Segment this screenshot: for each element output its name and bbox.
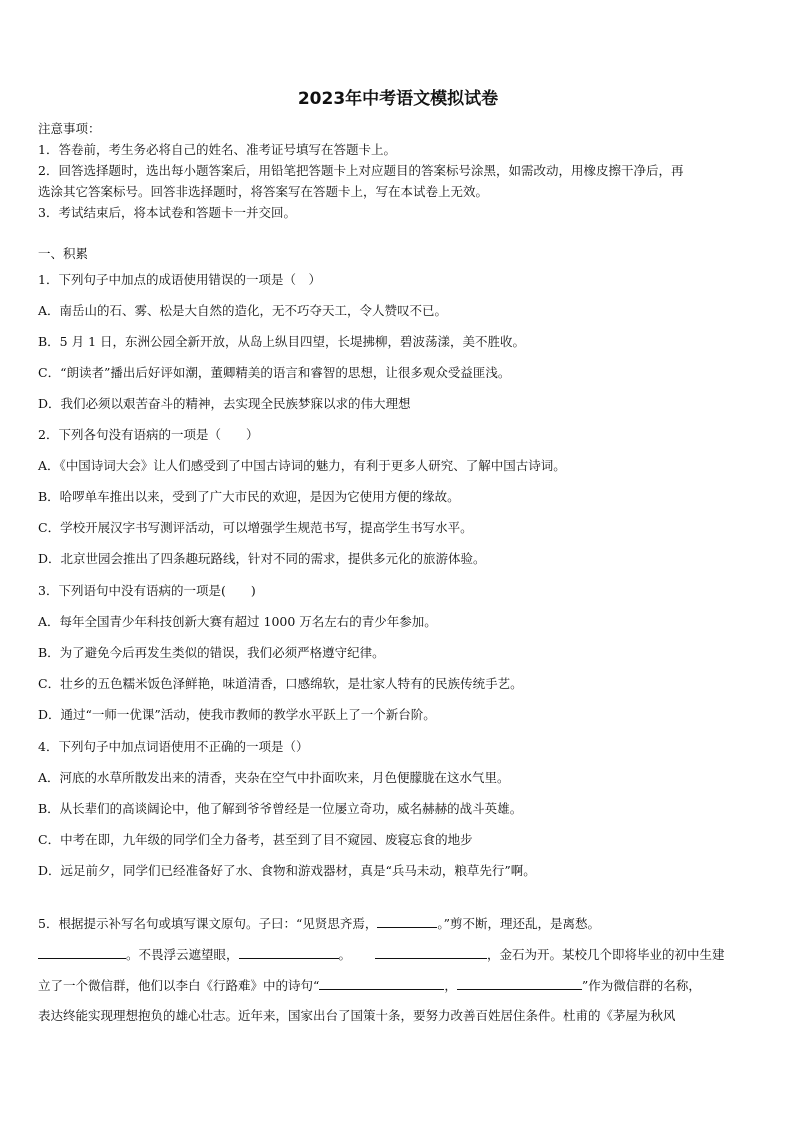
question-option: B．从长辈们的高谈阔论中，他了解到爷爷曾经是一位屡立奇功，威名赫赫的战斗英雄。 xyxy=(38,801,523,816)
question-stem: 3．下列语句中没有语病的一项是( ) xyxy=(38,583,256,598)
question-option: A．南岳山的石、雾、松是大自然的造化，无不巧夺天工，令人赞叹不已。 xyxy=(38,303,448,318)
notice-item: 2．回答选择题时，选出每小题答案后，用铅笔把答题卡上对应题目的答案标号涂黑，如需改动，用橡皮擦干净后，再 xyxy=(38,163,684,178)
question-stem: 1．下列句子中加点的成语使用错误的一项是（ ） xyxy=(38,272,321,287)
question-option: D．北京世园会推出了四条趣玩路线，针对不同的需求，提供多元化的旅游体验。 xyxy=(38,551,486,566)
question-option: D．我们必须以艰苦奋斗的精神，去实现全民族梦寐以求的伟大理想 xyxy=(38,396,411,411)
question-option: A．《中国诗词大会》让人们感受到了中国古诗词的魅力，有利于更多人研究、了解中国古诗词。 xyxy=(38,458,566,473)
question-option: A．河底的水草所散发出来的清香，夹杂在空气中扑面吹来，月色便朦胧在这水气里。 xyxy=(38,770,510,785)
q5-text: ， xyxy=(444,978,457,993)
q5-text: 。不畏浮云遮望眼， xyxy=(126,947,239,962)
question-option: C．壮乡的五色糯米饭色泽鲜艳，味道清香，口感绵软，是壮家人特有的民族传统手艺。 xyxy=(38,676,523,691)
answer-blank[interactable] xyxy=(239,945,339,959)
answer-blank[interactable] xyxy=(457,976,582,990)
answer-blank[interactable] xyxy=(375,945,487,959)
q5-text: 。 xyxy=(338,947,352,962)
notice-item: 3．考试结束后，将本试卷和答题卡一并交回。 xyxy=(38,205,296,220)
question-stem: 4．下列句子中加点词语使用不正确的一项是（） xyxy=(38,739,309,754)
question-option: B．哈啰单车推出以来，受到了广大市民的欢迎，是因为它使用方便的缘故。 xyxy=(38,489,460,504)
q5-text: ”作为微信群的名称， xyxy=(581,978,701,993)
question-option: C．“朗读者”播出后好评如潮，董卿精美的语言和睿智的思想，让很多观众受益匪浅。 xyxy=(38,365,511,380)
answer-blank[interactable] xyxy=(377,914,437,928)
q5-text: ，金石为开。某校几个即将毕业的初中生建 xyxy=(487,947,725,962)
notice-item: 1．答卷前，考生务必将自己的姓名、准考证号填写在答题卡上。 xyxy=(38,142,396,157)
question-option: B．为了避免今后再发生类似的错误，我们必须严格遵守纪律。 xyxy=(38,645,385,660)
q5-line xyxy=(38,976,758,995)
question-option: A．每年全国青少年科技创新大赛有超过 1000 万名左右的青少年参加。 xyxy=(38,614,437,629)
question-option: C．中考在即，九年级的同学们全力备考，甚至到了目不窥园、废寝忘食的地步 xyxy=(38,832,473,847)
answer-blank[interactable] xyxy=(38,945,126,959)
notice-item: 选涂其它答案标号。回答非选择题时，将答案写在答题卡上，写在本试卷上无效。 xyxy=(38,184,489,199)
section-heading: 一、积累 xyxy=(38,246,89,261)
notice-heading: 注意事项： xyxy=(38,121,101,136)
question-option: C．学校开展汉字书写测评活动，可以增强学生规范书写，提高学生书写水平。 xyxy=(38,520,473,535)
question-option: B．5 月 1 日，东洲公园全新开放，从岛上纵目四望，长堤拂柳，碧波荡漾，美不胜收。 xyxy=(38,334,526,349)
q5-text: 5．根据提示补写名句或填写课文原句。子曰：“见贤思齐焉， xyxy=(38,916,378,931)
question-option: D．远足前夕，同学们已经准备好了水、食物和游戏器材，真是“兵马未动，粮草先行”啊。 xyxy=(38,863,536,878)
question-stem: 2．下列各句没有语病的一项是（ ） xyxy=(38,427,259,442)
q5-text: 立了一个微信群，他们以李白《行路难》中的诗句“ xyxy=(38,978,320,993)
q5-text: 。”剪不断，理还乱，是离愁。 xyxy=(437,916,601,931)
q5-line xyxy=(38,914,758,933)
question-option: D．通过“一师一优课”活动，使我市教师的教学水平跃上了一个新台阶。 xyxy=(38,707,436,722)
answer-blank[interactable] xyxy=(319,976,444,990)
page-title: 2023年中考语文模拟试卷 xyxy=(297,89,499,109)
q5-line: 表达终能实现理想抱负的雄心壮志。近年来，国家出台了国策十条，要努力改善百姓居住条件。杜甫的《茅屋为秋风 xyxy=(38,1008,676,1023)
q5-line xyxy=(38,945,758,964)
